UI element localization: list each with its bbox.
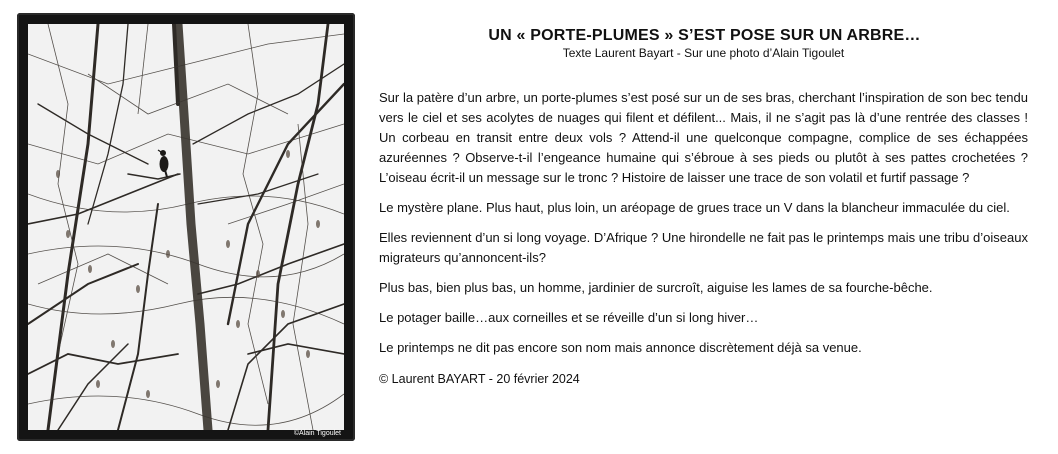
paragraph: Sur la patère d’un arbre, un porte-plumes s’est posé sur un de ses bras, cherchant l’inspiration de son bec tendu vers le ciel et ses acolytes de nuages qui filent et défilent... Mais, il ne s’agit pas là d’une rentrée des classes ! Un corbeau en transit entre deux vols ? Attend-il une quelconque compagne, complice de ses échappées azuréennes ? Observe-t-il l’engeance humaine qui s’ébroue à ses pieds ou plutôt à ses pattes crochetées ? L’oiseau écrit-il un message sur le tronc ? Histoire de laisser une trace de son volatil et furtif passage ?: [379, 90, 1028, 185]
paragraph: Le potager baille…aux corneilles et se réveille d’un si long hiver…: [379, 310, 759, 325]
signature: © Laurent BAYART - 20 février 2024: [379, 372, 580, 386]
photo-credit: ©Alain Tigoulet: [293, 430, 341, 437]
page-subtitle: Texte Laurent Bayart - Sur une photo d’Alain Tigoulet: [562, 46, 845, 60]
paragraph: Le mystère plane. Plus haut, plus loin, un aréopage de grues trace un V dans la blancheur immaculée du ciel.: [379, 200, 1010, 215]
paragraph: Plus bas, bien plus bas, un homme, jardinier de surcroît, aiguise les lames de sa fourche-bêche.: [379, 280, 933, 295]
page-title: UN « PORTE-PLUMES » S’EST POSE SUR UN ARBRE…: [488, 27, 921, 44]
paragraph: Le printemps ne dit pas encore son nom mais annonce discrètement déjà sa venue.: [379, 340, 862, 355]
photo-frame: [17, 13, 355, 441]
tree-photo: [28, 24, 344, 430]
article: [379, 26, 1028, 386]
article-body: [379, 88, 1028, 358]
paragraph: Elles reviennent d’un si long voyage. D’Afrique ? Une hirondelle ne fait pas le printemps mais une tribu d’oiseaux migrateurs qu’annoncent-ils?: [379, 230, 1028, 265]
tree-with-bird-image: [28, 24, 344, 430]
